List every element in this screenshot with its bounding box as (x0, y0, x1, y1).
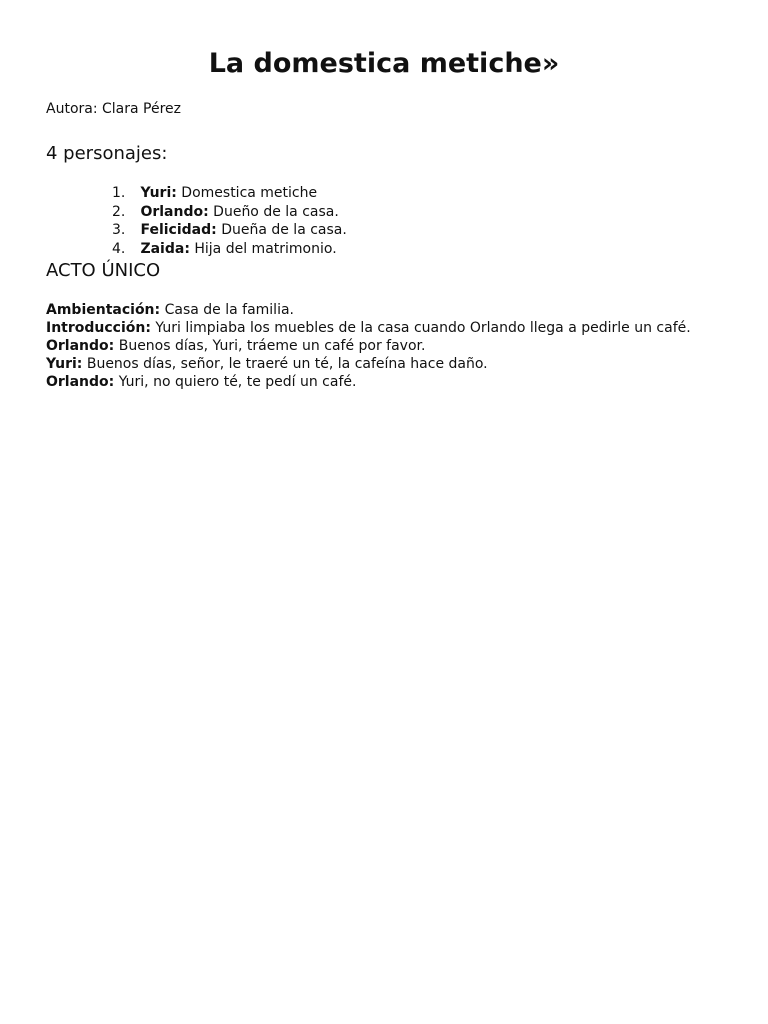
character-number: 2. (112, 203, 126, 220)
script-line (46, 319, 726, 337)
character-name: Zaida: (140, 240, 190, 257)
character-name: Yuri: (140, 185, 177, 201)
dialogue-text: Buenos días, Yuri, tráeme un café por favor. (118, 338, 426, 354)
character-description: Hija del matrimonio. (194, 240, 337, 257)
characters-heading: 4 personajes: (46, 143, 168, 164)
dialogue-text: Yuri limpiaba los muebles de la casa cuando Orlando llega a pedirle un café. (155, 320, 691, 336)
character-name: Felicidad: (140, 222, 217, 238)
character-description: Dueño de la casa. (213, 203, 339, 220)
character-item (112, 203, 347, 222)
speaker-label: Ambientación: (46, 302, 161, 318)
speaker-label: Introducción: (46, 320, 151, 336)
act-heading: ACTO ÚNICO (46, 260, 161, 281)
dialogue-text: Yuri, no quiero té, te pedí un café. (118, 374, 357, 390)
character-list (112, 184, 347, 258)
script-body (46, 301, 726, 391)
speaker-label: Orlando: (46, 374, 115, 390)
character-description: Dueña de la casa. (221, 222, 347, 238)
script-line (46, 337, 726, 355)
dialogue-text: Buenos días, señor, le traeré un té, la cafeína hace daño. (86, 356, 488, 372)
character-name: Orlando: (140, 203, 209, 220)
character-item (112, 221, 347, 240)
character-item (112, 240, 347, 259)
character-number: 3. (112, 222, 126, 238)
speaker-label: Orlando: (46, 338, 115, 354)
speaker-label: Yuri: (46, 356, 83, 372)
dialogue-text: Casa de la familia. (164, 302, 294, 318)
character-number: 4. (112, 240, 126, 257)
character-number: 1. (112, 185, 126, 201)
character-item (112, 184, 347, 203)
script-line (46, 301, 726, 319)
character-description: Domestica metiche (181, 185, 318, 201)
script-line (46, 373, 726, 391)
author-line: Autora: Clara Pérez (46, 101, 182, 117)
document-title: La domestica metiche» (208, 48, 560, 79)
script-line (46, 355, 726, 373)
